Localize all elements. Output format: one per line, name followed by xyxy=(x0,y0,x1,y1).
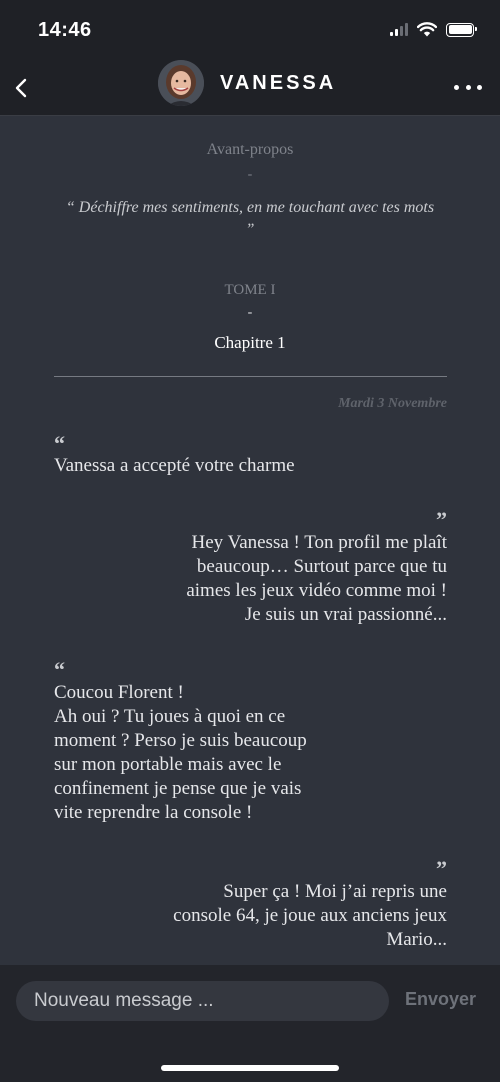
more-dot-icon xyxy=(466,85,471,90)
message-received xyxy=(54,681,307,825)
foreword-separator: - xyxy=(247,167,253,182)
message-line: Vanessa a accepté votre charme xyxy=(54,455,295,476)
conversation-area[interactable] xyxy=(0,117,500,965)
divider xyxy=(54,376,447,377)
message-input[interactable] xyxy=(16,981,389,1021)
tome-separator: - xyxy=(247,305,253,320)
more-options-button[interactable] xyxy=(454,75,482,99)
message-line: moment ? Perso je suis beaucoup xyxy=(54,730,307,751)
send-button[interactable]: Envoyer xyxy=(405,989,477,1009)
status-bar xyxy=(0,0,500,58)
tome-label: TOME I xyxy=(224,282,276,298)
message-line: Coucou Florent ! xyxy=(54,682,184,703)
message-line: Super ça ! Moi j’ai repris une xyxy=(223,881,447,902)
conversation-date: Mardi 3 Novembre xyxy=(338,396,447,411)
message-line: aimes les jeux vidéo comme moi ! xyxy=(186,580,447,601)
message-line: Hey Vanessa ! Ton profil me plaît xyxy=(191,532,447,553)
home-indicator[interactable] xyxy=(161,1065,339,1071)
message-line: Je suis un vrai passionné... xyxy=(244,604,447,625)
message-line: beaucoup… Surtout parce que tu xyxy=(196,556,447,577)
epigraph: “ Déchiffre mes sentiments, en me touchant avec tes mots ” xyxy=(65,199,435,238)
status-time: 14:46 xyxy=(38,19,92,41)
cellular-signal-icon xyxy=(390,23,408,36)
message-sent xyxy=(173,880,447,952)
back-button[interactable] xyxy=(6,70,36,106)
close-quote-icon: ” xyxy=(436,856,447,881)
more-dot-icon xyxy=(477,85,482,90)
more-dot-icon xyxy=(454,85,459,90)
wifi-icon xyxy=(417,22,437,37)
message-received xyxy=(54,454,295,478)
message-line: confinement je pense que je vais xyxy=(54,778,302,799)
open-quote-icon: “ xyxy=(54,431,65,456)
profile-photo xyxy=(158,60,204,106)
open-quote-icon: “ xyxy=(54,657,65,682)
message-line: console 64, je joue aux anciens jeux xyxy=(173,905,447,926)
foreword-title: Avant-propos xyxy=(206,141,294,158)
chapter-title: Chapitre 1 xyxy=(214,333,286,352)
contact-name: VANESSA xyxy=(220,72,337,94)
message-composer xyxy=(0,965,500,1082)
message-line: Mario... xyxy=(386,929,447,950)
battery-icon xyxy=(446,23,474,37)
message-line: Ah oui ? Tu joues à quoi en ce xyxy=(54,706,286,727)
message-line: sur mon portable mais avec le xyxy=(54,754,282,775)
message-sent xyxy=(186,531,447,627)
close-quote-icon: ” xyxy=(436,507,447,532)
status-icons xyxy=(390,22,474,37)
chevron-left-icon xyxy=(14,77,28,99)
message-line: vite reprendre la console ! xyxy=(54,802,253,823)
avatar[interactable] xyxy=(158,60,204,106)
nav-bar xyxy=(0,58,500,116)
